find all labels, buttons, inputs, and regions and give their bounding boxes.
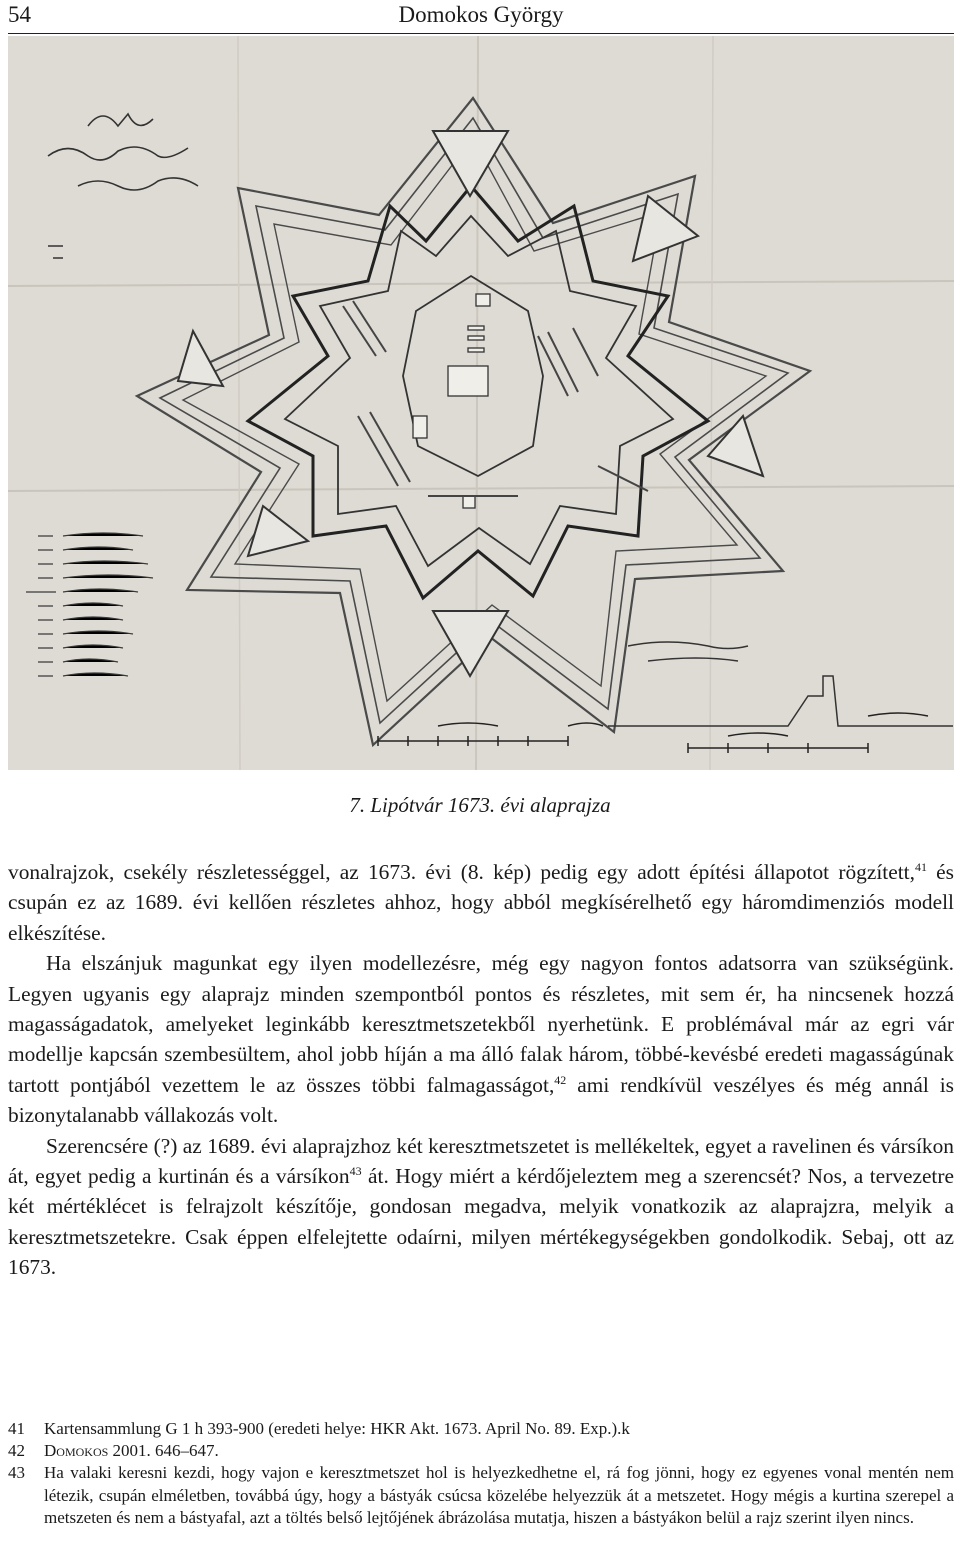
footnote-ref-41[interactable]: 41 (914, 860, 927, 874)
building-p (413, 416, 427, 438)
figure-caption: 7. Lipótvár 1673. évi alaprajza (349, 793, 611, 817)
building-s (476, 294, 490, 306)
running-head-author: Domokos György (398, 2, 564, 27)
footnote-number: 42 (8, 1441, 25, 1461)
building-q (448, 366, 488, 396)
footnote-text: 2001. 646–647. (108, 1441, 219, 1461)
paragraph-3: Szerencsére (?) az 1689. évi alaprajzhoz két keresztmetszetet is mellékeltek, egyet a ravelinen és vársíkon át, egyet pedig a kurtinán és a vársíkon$^{43}$ át. Hogy miért a kérdőjeleztem meg a szerencsét? Nos, a tervezetre két mértéklécet is felrajzolt készítője, gondosan megadva, melyik vonatkozik az alaprajzra, melyik a keresztmetszetekre. Csak éppen elfelejtette odaírni, milyen mértékegységekben gondolkodik. Sebaj, ott az 1673. (8, 1133, 954, 1280)
footnote-43 (8, 1462, 954, 1529)
handwritten-legend (26, 533, 153, 676)
fortress-plan-figure (8, 36, 954, 770)
handwritten-title (48, 114, 198, 258)
footnote-ref-43[interactable]: 43 (349, 1164, 362, 1179)
footnote-42 (8, 1440, 954, 1462)
footnote-author: Domokos (44, 1441, 109, 1461)
paragraph-2: Ha elszánjuk magunkat egy ilyen modellezésre, még egy nagyon fontos adatsorra van szükségünk. Legyen ugyanis egy alaprajz minden szempontból pontos és részletes, mit sem ér, ha nincsenek hozzá magasságadatok, amelyeket leginkább keresztmetszetekből nyerhetünk. E problémával már az egri vár modellje kapcsán szembesültem, ahol jobb híján a ma álló falak három, többé-kevésbé eredeti magasságúnak tartott pontjából vezettem le az összes többi falmagasságot,$^{42}$ ami rendkívül veszélyes és még annál is bizonytalanabb vállakozás volt. (8, 951, 954, 1128)
footnote-41 (8, 1418, 954, 1440)
page-number: 54 (8, 2, 31, 27)
building-f (463, 496, 475, 508)
scale-bars (378, 713, 928, 753)
footnote-ref-42[interactable]: 42 (554, 1072, 567, 1087)
body-text (8, 857, 954, 1283)
paragraph-1: vonalrajzok, csekély részletességgel, az 1673. évi (8. kép) pedig egy adott építési állapotot rögzített,$^{41}$ és csupán ez az 1689. évi kellően részletes ahhoz, hogy abból megkísérelhető egy háromdimenziós modell elkészítése. (8, 860, 954, 945)
ravelin-east (708, 416, 763, 476)
ravelin-southwest (248, 506, 308, 556)
footnote-text: Ha valaki keresni kezdi, hogy vajon e keresztmetszet hol is helyezkedhetne el, rá fog jönni, hogy ez egyenes vonal mentén nem létezik, csupán elméletben, továbbá úgy, hogy a bástyák csúcsa közelébe helyezzük át a metszetet. Hogy mégis a kurtina szerepel a metszeten és nem a bástyafal, azt a töltés belső lejtőjének ábrázolása mutatja, hiszen a bástyákon belül a rajz szerint ilyen nincs. (44, 1463, 954, 1527)
running-header (8, 0, 954, 34)
ravelin-north (433, 131, 508, 196)
footnote-text: Kartensammlung G 1 h 393-900 (eredeti helye: HKR Akt. 1673. April No. 89. Exp.).k (44, 1419, 630, 1438)
fortress-plan-drawing (8, 36, 954, 770)
footnote-number: 43 (8, 1463, 25, 1483)
footnotes (8, 1418, 954, 1529)
footnote-number: 41 (8, 1419, 25, 1438)
